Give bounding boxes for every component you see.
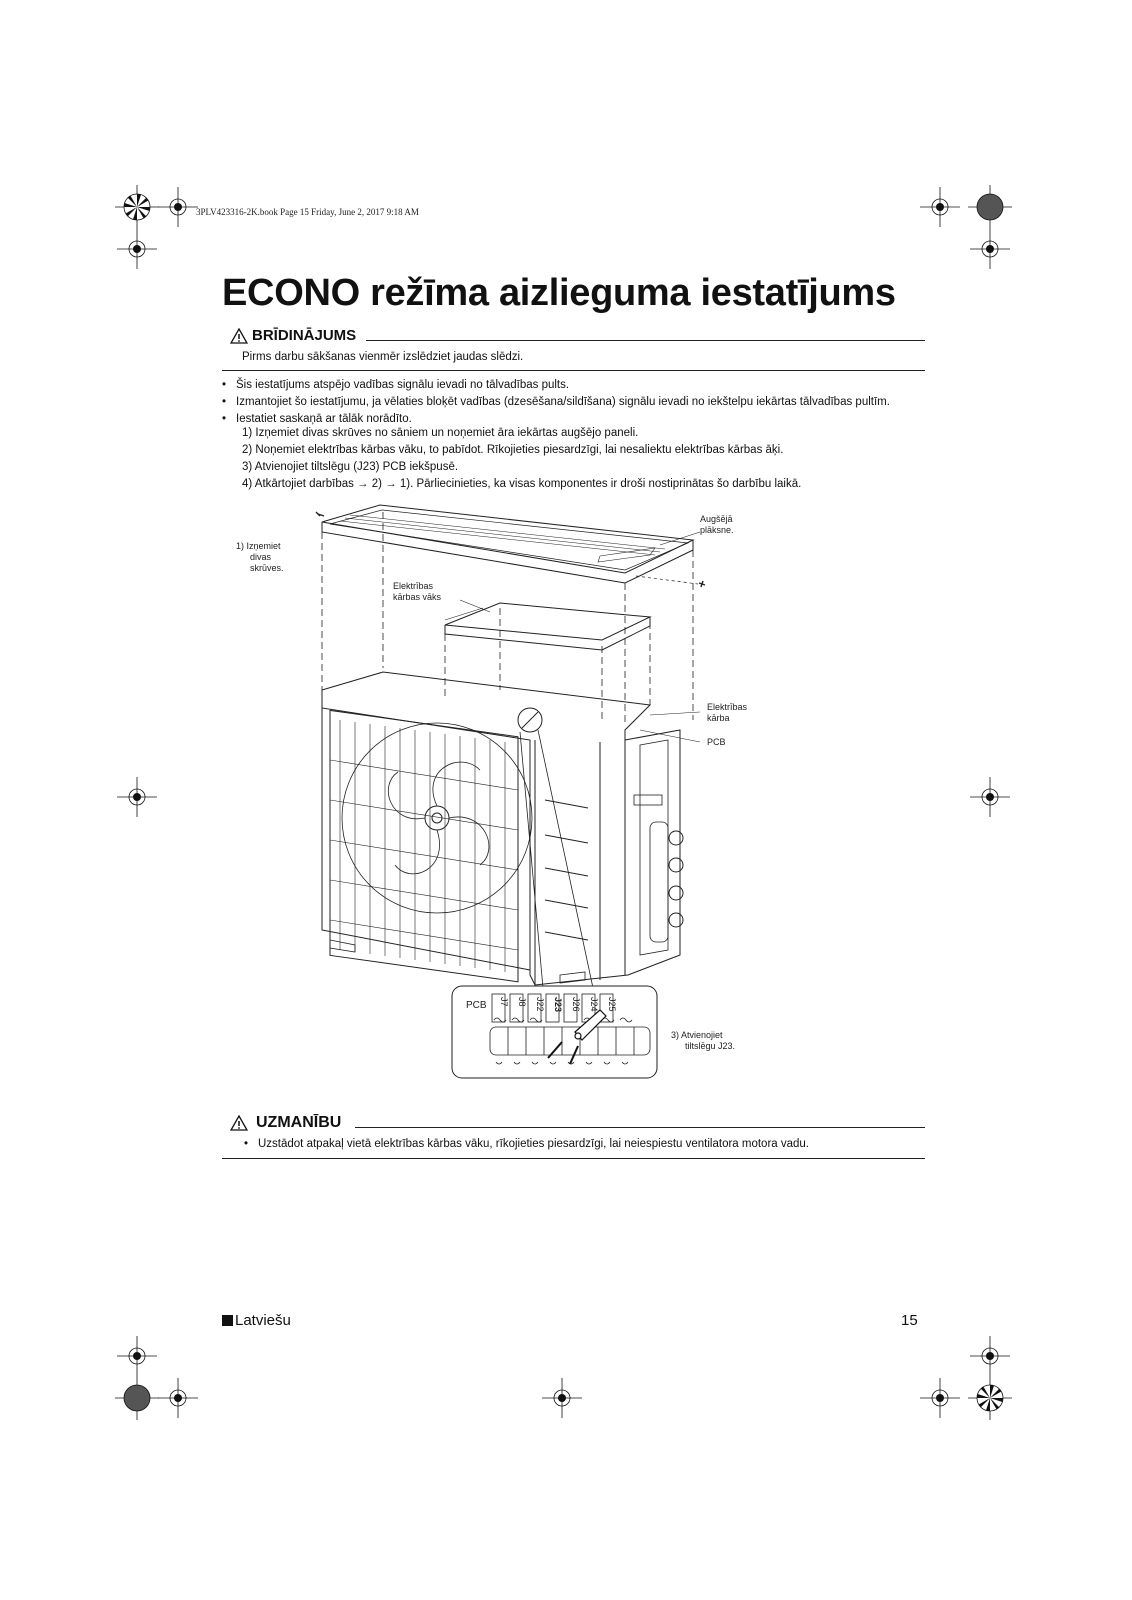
label-box-cover: Elektrības kārbas vāks <box>393 581 442 602</box>
page-number: 15 <box>901 1312 918 1329</box>
caution-heading <box>230 1114 341 1132</box>
label-top-plate: Augšējā plāksne. <box>700 514 734 535</box>
caution-text: • Uzstādot atpakaļ vietā elektrības kārbas vāku, rīkojieties piesardzīgi, lai neiespiestu ventilatora motora vadu. <box>244 1138 810 1150</box>
caution-rule <box>355 1127 925 1128</box>
step-item: 1) Izņemiet divas skrūves no sāniem un noņemiet āra iekārtas augšējo paneli. <box>242 427 639 439</box>
jumper-label: J8 <box>517 997 527 1007</box>
warning-label: BRĪDINĀJUMS <box>252 327 357 344</box>
inset-pcb-label: PCB <box>466 1000 487 1011</box>
unit-body-drawing <box>322 672 680 985</box>
label-remove-screws: 1) Izņemiet divas skrūves. <box>236 541 284 573</box>
page-title: ECONO režīma aizlieguma iestatījums <box>222 272 896 314</box>
jumper-label: J7 <box>499 997 509 1007</box>
box-cover-drawing <box>445 603 650 640</box>
bullet-item: • Izmantojiet šo iestatījumu, ja vēlaties bloķēt vadības (dzesēšana/sildīšana) signālu ievadi no iekštelpu iekārtas tālvadības pultīm. <box>222 396 890 408</box>
book-header: 3PLV423316-2K.book Page 15 Friday, June 2, 2017 9:18 AM <box>196 207 419 217</box>
warning-icon <box>230 1115 248 1131</box>
step-item: 2) Noņemiet elektrības kārbas vāku, to pabīdot. Rīkojieties piesardzīgi, lai nesaliektu elektrības kārbas āķi. <box>242 444 784 456</box>
jumper-label-j23: J23 <box>553 997 563 1013</box>
caution-bottom-rule <box>222 1158 925 1159</box>
label-electric-box: Elektrības kārba <box>707 702 748 723</box>
square-bullet-icon <box>222 1315 233 1326</box>
step-item: 4) Atkārtojiet darbības → 2) → 1). Pārliecinieties, ka visas komponentes ir droši nostiprinātas šo darbību laikā. <box>242 478 802 490</box>
caution-label: UZMANĪBU <box>256 1114 342 1131</box>
warning-text: Pirms darbu sākšanas vienmēr izslēdziet jaudas slēdzi. <box>242 351 524 363</box>
jumper-label: J26 <box>571 997 581 1012</box>
jumper-label: J22 <box>535 997 545 1012</box>
step-item: 3) Atvienojiet tiltslēgu (J23) PCB iekšpusē. <box>242 461 459 473</box>
label-disconnect-jumper: 3) Atvienojiet tiltslēgu J23. <box>671 1030 736 1051</box>
jumper-label: J24 <box>589 997 599 1012</box>
bullet-item: • Iestatiet saskaņā ar tālāk norādīto. <box>222 413 412 425</box>
footer-language: Latviešu <box>222 1312 291 1329</box>
label-pcb: PCB <box>707 737 726 747</box>
bullet-item: • Šis iestatījums atspējo vadības signālu ievadi no tālvadības pults. <box>222 379 570 391</box>
jumper-label: J25 <box>607 997 617 1012</box>
